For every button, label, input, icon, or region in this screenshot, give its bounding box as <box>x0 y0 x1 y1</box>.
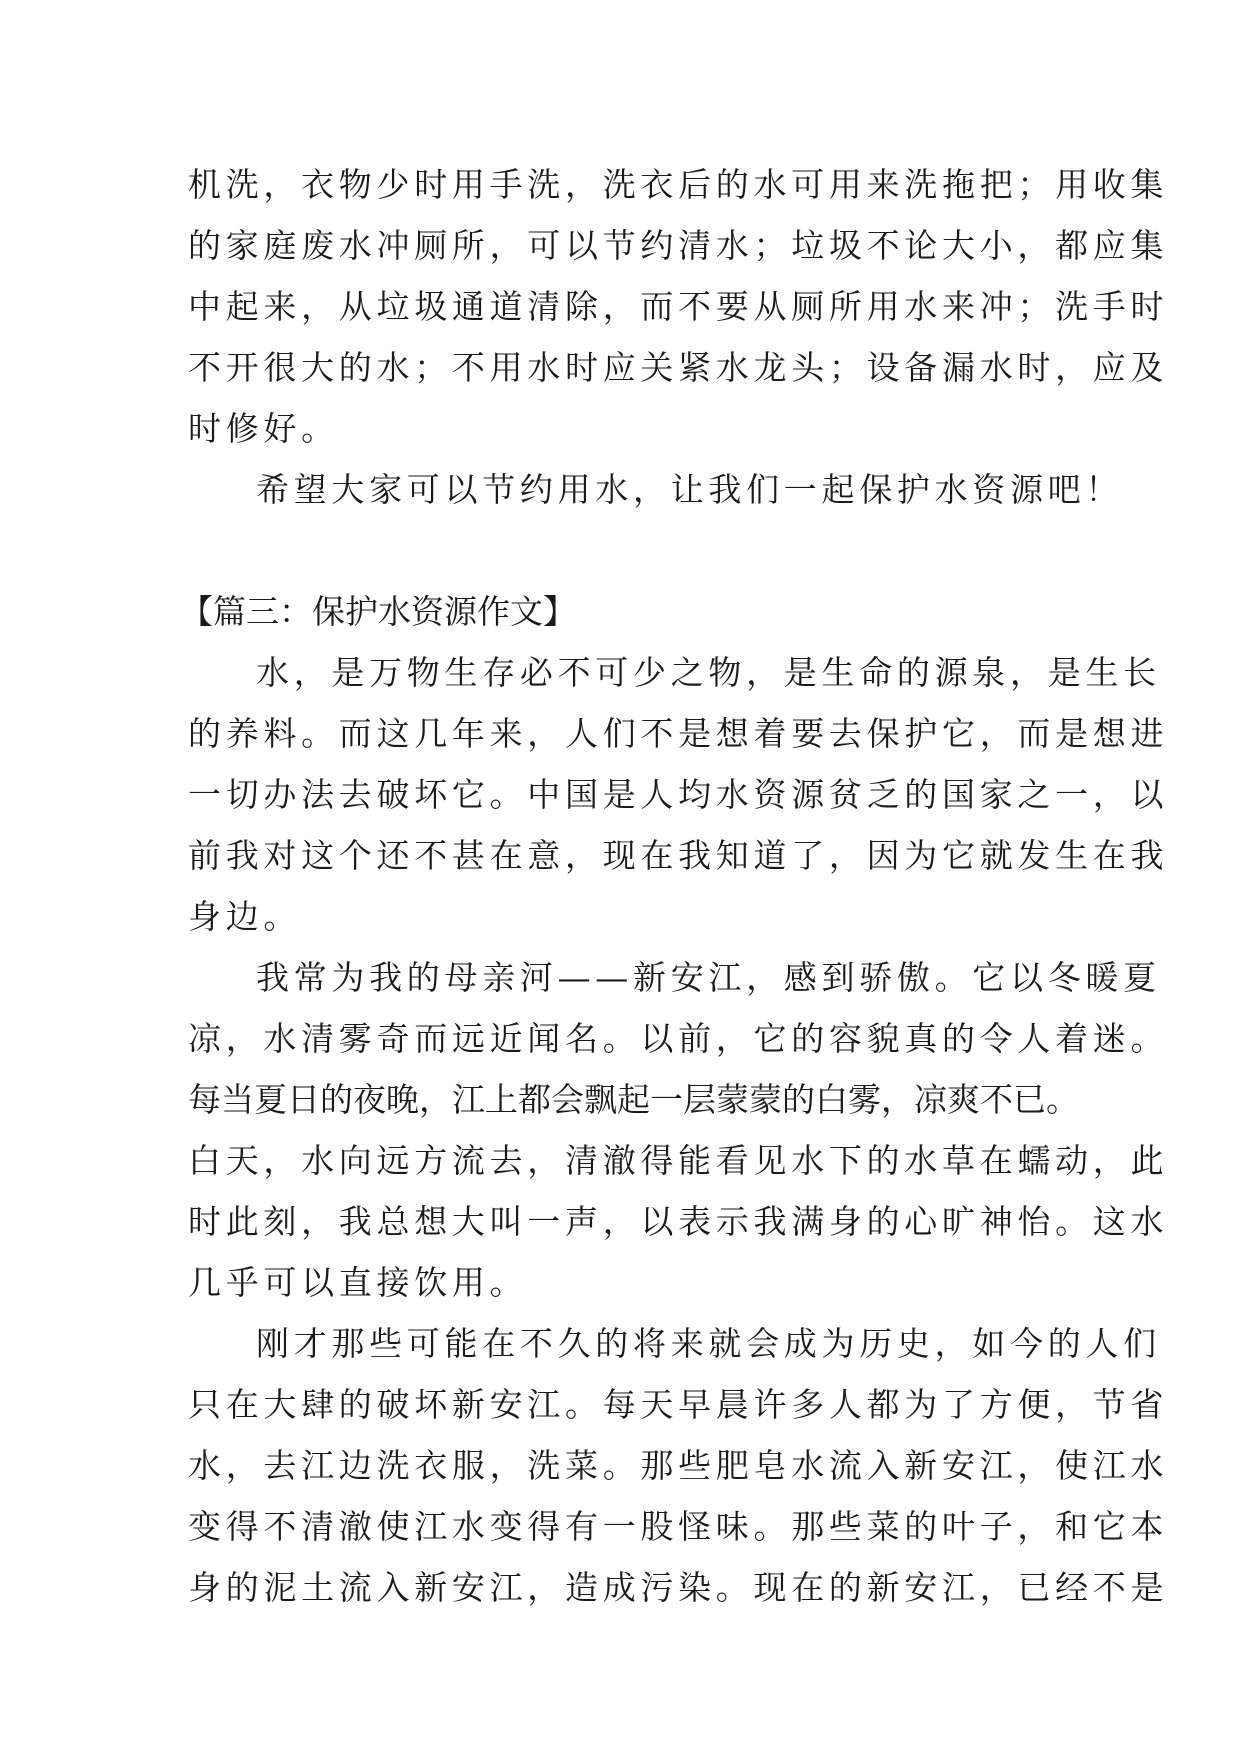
text-line: 希望大家可以节约用水，让我们一起保护水资源吧！ <box>256 470 1124 509</box>
paragraph-water-saving-tips <box>188 154 1169 459</box>
text-line: 身的泥土流入新安江，造成污染。现在的新安江，已经不是 <box>188 1568 1169 1607</box>
text-line: 白天，水向远方流去，清澈得能看见水下的水草在蠕动，此 <box>188 1141 1169 1180</box>
text-line: 水，去江边洗衣服，洗菜。那些肥皂水流入新安江，使江水 <box>188 1446 1169 1485</box>
text-line: 一切办法去破坏它。中国是人均水资源贫乏的国家之一，以 <box>188 775 1169 814</box>
text-line: 凉，水清雾奇而远近闻名。以前，它的容貌真的令人着迷。 <box>188 1019 1169 1058</box>
text-line: 身边。 <box>188 897 302 936</box>
text-line: 的养料。而这几年来，人们不是想着要去保护它，而是想进 <box>188 714 1169 753</box>
text-line: 每当夏日的夜晚，江上都会飘起一层蒙蒙的白雾，凉爽不已。 <box>188 1080 1079 1119</box>
text-line: 的家庭废水冲厕所，可以节约清水；垃圾不论大小，都应集 <box>188 226 1169 265</box>
section-title: 【篇三：保护水资源作文】 <box>180 592 576 631</box>
paragraph-river-pollution <box>188 1313 1169 1618</box>
text-line: 机洗，衣物少时用手洗，洗衣后的水可用来洗拖把；用收集 <box>188 165 1169 204</box>
text-line: 只在大肆的破坏新安江。每天早晨许多人都为了方便，节省 <box>188 1385 1169 1424</box>
text-line: 我常为我的母亲河——新安江，感到骄傲。它以冬暖夏 <box>256 958 1161 997</box>
text-line: 水，是万物生存必不可少之物，是生命的源泉，是生长 <box>256 653 1161 692</box>
text-line: 时此刻，我总想大叫一声，以表示我满身的心旷神怡。这水 <box>188 1202 1169 1241</box>
text-line: 不开很大的水；不用水时应关紧水龙头；设备漏水时，应及 <box>188 348 1169 387</box>
text-line: 刚才那些可能在不久的将来就会成为历史，如今的人们 <box>256 1324 1161 1363</box>
text-line: 几乎可以直接饮用。 <box>188 1263 528 1302</box>
document-body <box>180 154 1169 1618</box>
section-heading <box>180 581 1068 642</box>
paragraph-xinanjiang-river <box>188 947 1169 1313</box>
text-line: 前我对这个还不甚在意，现在我知道了，因为它就发生在我 <box>188 836 1169 875</box>
text-line: 变得不清澈使江水变得有一股怪味。那些菜的叶子，和它本 <box>188 1507 1169 1546</box>
paragraph-closing-appeal <box>188 459 1124 520</box>
paragraph-water-importance <box>188 642 1169 947</box>
text-line: 中起来，从垃圾通道清除，而不要从厕所用水来冲；洗手时 <box>188 287 1169 326</box>
paragraph-gap <box>188 520 1068 581</box>
text-line: 时修好。 <box>188 409 339 448</box>
